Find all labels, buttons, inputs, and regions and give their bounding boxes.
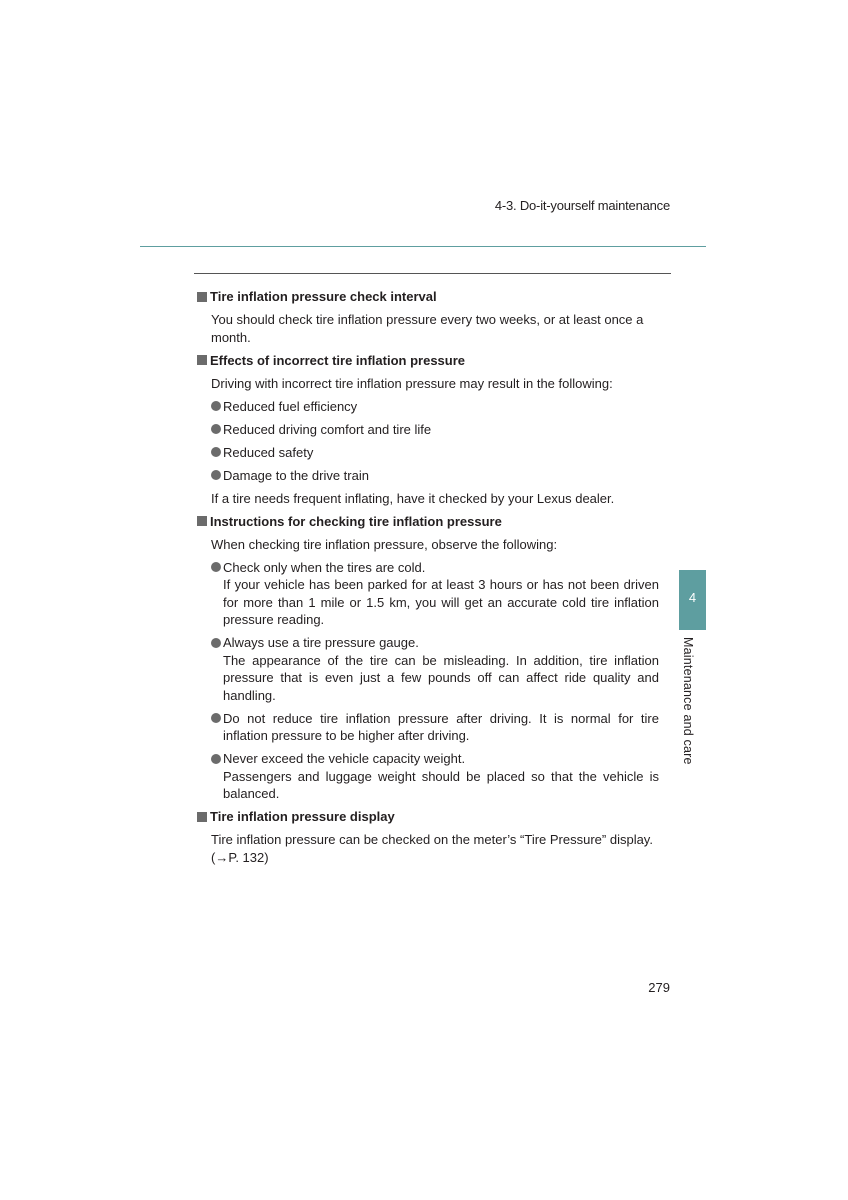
square-bullet-icon — [197, 292, 207, 302]
circle-bullet-icon — [211, 447, 221, 457]
list-item — [211, 421, 659, 439]
section-title — [197, 808, 659, 826]
list-item-detail: Passengers and luggage weight should be placed so that the vehicle is balanced. — [223, 768, 659, 801]
section-paragraph-text: Tire inflation pressure can be checked on the meter’s “Tire Pressure” display. — [211, 832, 653, 847]
circle-bullet-icon — [211, 754, 221, 764]
page-reference-link[interactable]: (→P. 132) — [211, 849, 269, 865]
list-item-lead: Never exceed the vehicle capacity weight. — [223, 751, 466, 766]
page-number: 279 — [648, 980, 670, 995]
chapter-label: Maintenance and care — [681, 637, 695, 765]
circle-bullet-icon — [211, 562, 221, 572]
section-title — [197, 352, 659, 370]
square-bullet-icon — [197, 355, 207, 365]
list-item-text: Reduced safety — [223, 444, 314, 460]
list-item — [211, 444, 659, 462]
list-item-text: Damage to the drive train — [223, 467, 369, 483]
section-outro: If a tire needs frequent inflating, have it checked by your Lexus dealer. — [211, 490, 615, 506]
section-title — [197, 513, 659, 531]
square-bullet-icon — [197, 516, 207, 526]
section-title — [197, 288, 659, 306]
section-title-text: Tire inflation pressure check interval — [210, 289, 437, 304]
list-item-detail: If your vehicle has been parked for at least 3 hours or has not been driven for more than 1 mile or 1.5 km, you will get an accurate cold tire inflation pressure reading. — [223, 577, 659, 627]
circle-bullet-icon — [211, 401, 221, 411]
list-item — [211, 467, 659, 485]
section-title-text: Instructions for checking tire inflation pressure — [210, 513, 502, 529]
circle-bullet-icon — [211, 638, 221, 648]
section-intro: Driving with incorrect tire inflation pressure may result in the following: — [211, 375, 613, 391]
section-title-text: Tire inflation pressure display — [210, 809, 395, 824]
section-title-text: Effects of incorrect tire inflation pressure — [210, 352, 466, 368]
page-content — [197, 288, 659, 872]
section-paragraph: You should check tire inflation pressure every two weeks, or at least once a month. — [211, 312, 644, 345]
list-item — [211, 559, 659, 629]
list-item — [211, 634, 659, 704]
chapter-tab[interactable] — [679, 570, 706, 630]
list-item-text: Reduced fuel efficiency — [223, 398, 358, 414]
header-divider — [140, 246, 706, 247]
chapter-number: 4 — [688, 590, 697, 605]
list-item-lead: Check only when the tires are cold. — [223, 559, 426, 575]
circle-bullet-icon — [211, 470, 221, 480]
section-header-title: 4-3. Do-it-yourself maintenance — [494, 198, 670, 213]
list-item-text: Reduced driving comfort and tire life — [223, 421, 432, 437]
list-item — [211, 398, 659, 416]
section-intro: When checking tire inflation pressure, observe the following: — [211, 536, 558, 552]
circle-bullet-icon — [211, 424, 221, 434]
list-item-lead: Always use a tire pressure gauge. — [223, 635, 419, 650]
list-item — [211, 750, 659, 803]
list-item-lead: Do not reduce tire inflation pressure after driving. It is normal for tire inflation pressure to be higher after driving. — [223, 710, 659, 743]
square-bullet-icon — [197, 812, 207, 822]
circle-bullet-icon — [211, 713, 221, 723]
content-divider — [194, 273, 671, 274]
section-paragraph — [211, 831, 659, 866]
list-item — [211, 710, 659, 745]
list-item-detail: The appearance of the tire can be misleading. In addition, tire inflation pressure that is even just a few pounds off can affect ride quality and handling. — [223, 652, 659, 703]
